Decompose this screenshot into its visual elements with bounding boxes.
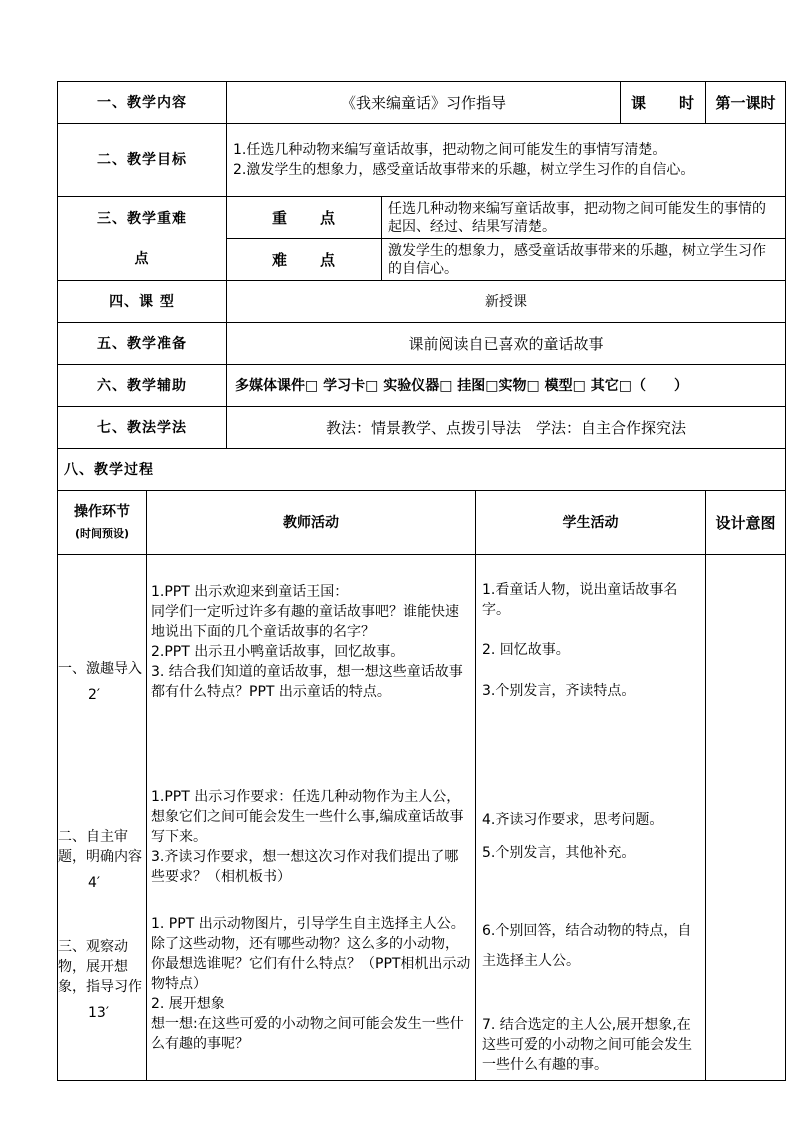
goal-item: 2.激发学生的想象力，感受童话故事带来的乐趣，树立学生习作的自信心。	[233, 162, 695, 178]
teacher-header: 教师活动	[147, 491, 476, 555]
difficulty-text: 激发学生的想象力，感受童话故事带来的乐趣，树立学生习作的自信心。	[382, 239, 786, 281]
methods-label: 七、教法学法	[58, 407, 227, 449]
teacher-activity: 2. 展开想象	[151, 996, 225, 1012]
student-activity: 3.个别发言，齐读特点。	[482, 683, 636, 699]
stage-name: 三、观察动物，展开想象，指导习作	[58, 938, 142, 995]
teacher-activity: 3.齐读习作要求，想一想这次习作对我们提出了哪些要求？（相机板书）	[151, 849, 459, 885]
student-activity: 1.看童话人物，说出童话故事名字。	[482, 582, 678, 618]
type-label: 四、课 型	[58, 281, 227, 323]
key-point-label: 重 点	[227, 197, 382, 239]
student-column	[476, 555, 706, 1081]
student-activity: 2. 回忆故事。	[482, 642, 570, 658]
key-point-text: 任选几种动物来编写童话故事，把动物之间可能发生的事情的起因、经过、结果写清楚。	[382, 197, 786, 239]
period-label: 课 时	[621, 82, 706, 124]
stage-name: 二、自主审题，明确内容	[58, 828, 142, 865]
content-value: 《我来编童话》习作指导	[227, 82, 621, 124]
period-value: 第一课时	[706, 82, 786, 124]
teacher-activity: 除了这些动物，还有哪些动物？这么多的小动物，你最想选谁呢？它们有什么特点？（PPT相机出示动物特点）	[151, 936, 471, 992]
stage-time: 13′	[88, 1004, 109, 1021]
stage-name: 一、激趣导入	[58, 660, 142, 677]
teacher-activity: 想一想:在这些可爱的小动物之间可能会发生一些什么有趣的事呢？	[151, 1016, 464, 1052]
aids-label: 六、教学辅助	[58, 365, 227, 407]
teacher-column	[147, 555, 476, 1081]
stage-column	[58, 555, 147, 1081]
teacher-activity: 1. PPT 出示动物图片，引导学生自主选择主人公。	[151, 916, 465, 932]
goal-item: 1.任选几种动物来编写童话故事，把动物之间可能发生的事情写清楚。	[233, 142, 667, 158]
teacher-activity: 1.PPT 出示欢迎来到童话王国：	[151, 584, 349, 600]
intent-header: 设计意图	[706, 491, 786, 555]
lesson-plan	[57, 81, 786, 1081]
methods-value: 教法：情景教学、点拨引导法 学法：自主合作探究法	[227, 407, 786, 449]
teacher-activity: 同学们一定听过许多有趣的童话故事吧？谁能快速地说出下面的几个童话故事的名字？	[151, 604, 459, 640]
type-value: 新授课	[227, 281, 786, 323]
student-header: 学生活动	[476, 491, 706, 555]
intent-column	[706, 555, 786, 1081]
stage-time: 4′	[88, 874, 101, 891]
goals-value	[227, 124, 786, 197]
teacher-activity: 2.PPT 出示丑小鸭童话故事，回忆故事。	[151, 644, 405, 660]
aids-value: 多媒体课件□ 学习卡□ 实验仪器□ 挂图□实物□ 模型□ 其它□（ ）	[227, 365, 786, 407]
difficulty-label: 难 点	[227, 239, 382, 281]
teacher-activity: 1.PPT 出示习作要求：任选几种动物作为主人公，想象它们之间可能会发生一些什么事,编成童话故事写下来。	[151, 789, 464, 845]
stage-header: 操作环节 (时间预设)	[58, 491, 147, 555]
teacher-activity: 3. 结合我们知道的童话故事，想一想这些童话故事都有什么特点？PPT 出示童话的特点。	[151, 664, 463, 700]
goals-label: 二、教学目标	[58, 124, 227, 197]
student-activity: 7. 结合选定的主人公,展开想象,在这些可爱的小动物之间可能会发生一些什么有趣的事。	[482, 1017, 692, 1073]
key-points-label: 三、教学重难 点	[58, 197, 227, 281]
process-label: 八、教学过程	[58, 449, 786, 491]
prep-label: 五、教学准备	[58, 323, 227, 365]
student-activity: 4.齐读习作要求，思考问题。	[482, 812, 664, 828]
lesson-plan-table	[57, 81, 786, 1081]
prep-value: 课前阅读自已喜欢的童话故事	[227, 323, 786, 365]
student-activity: 5.个别发言，其他补充。	[482, 845, 636, 861]
stage-time: 2′	[88, 686, 101, 703]
student-activity: 6.个别回答，结合动物的特点，自主选择主人公。	[482, 923, 692, 969]
content-label: 一、教学内容	[58, 82, 227, 124]
